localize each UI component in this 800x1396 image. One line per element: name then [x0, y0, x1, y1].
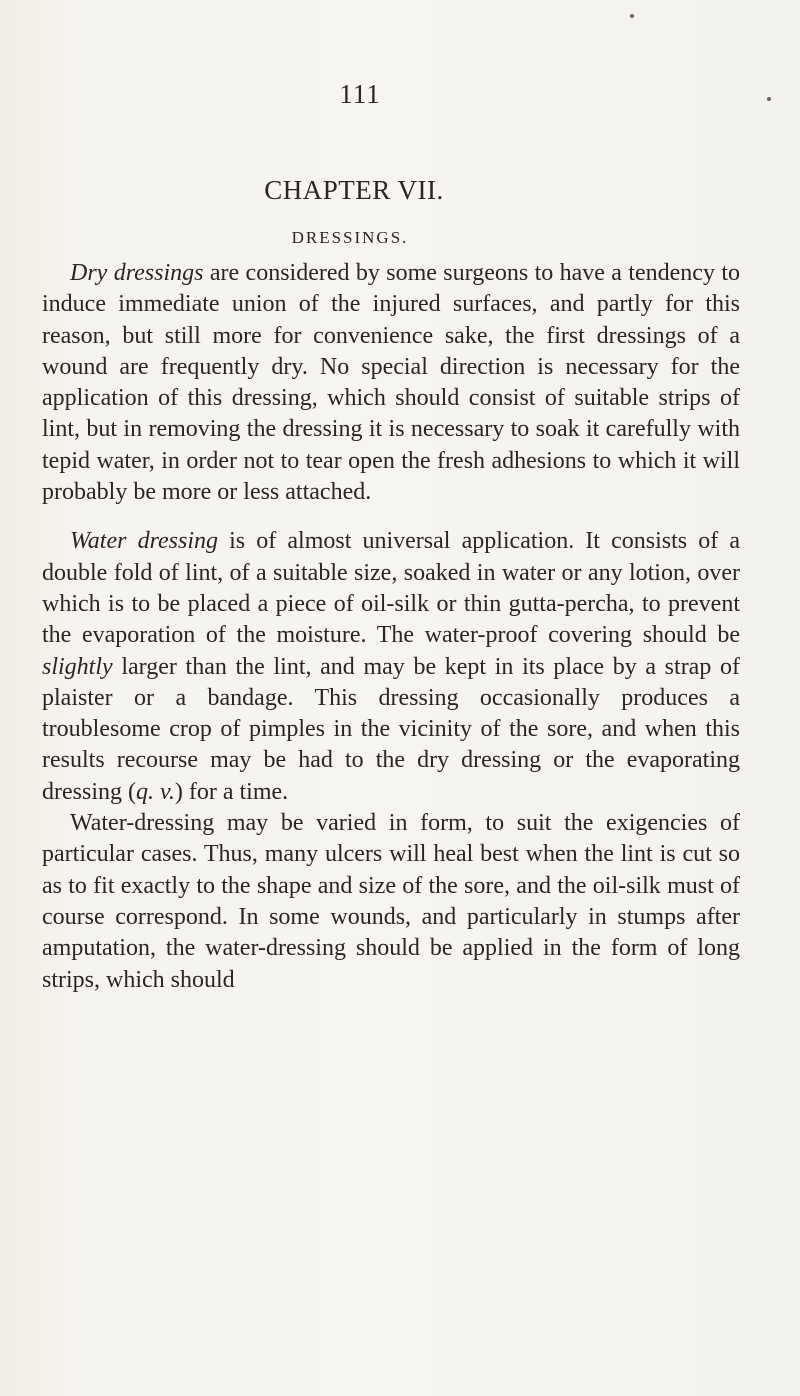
section-title: DRESSINGS.: [291, 228, 409, 247]
paragraph-water-dressing-varied: [42, 808, 740, 996]
term-dry-dressings: Dry dressings: [70, 260, 204, 286]
margin-speck-1: [630, 14, 634, 18]
paragraph-text: ) for a time.: [174, 778, 289, 805]
paragraph-water-dressing: [42, 526, 740, 808]
term-water-dressing: Water dressing: [70, 528, 219, 555]
emphasis-slightly: slightly: [42, 653, 113, 680]
paragraph-text: is of almost universal application. It consists of a double fold of lint, of a suitable size, soaked in water or any lotion, over which is to be placed a piece of oil-silk or thin gutta-percha, to prevent the evaporation of the moisture. The water-proof covering should be: [42, 528, 740, 649]
page-number: 111: [339, 79, 381, 109]
margin-speck-2: [767, 97, 771, 101]
paragraph-text: larger than the lint, and may be kept in its place by a strap of plaister or a bandage. This dressing occasionally produces a troublesome crop of pimples in the vicinity of the sore, and when this results recourse may be had to the dry dressing or the evaporating dressing (: [42, 653, 740, 805]
chapter-title: CHAPTER VII.: [264, 175, 444, 205]
paragraph-text: Water-dressing may be varied in form, to suit the exigencies of particular cases. Thus, many ulcers will heal best when the lint is cut so as to fit exactly to the shape and size of the sore, and the oil-silk must of course correspond. In some wounds, and particularly in stumps after amputation, the water-dressing should be applied in the form of long strips, which should: [42, 810, 740, 993]
body-text: [42, 258, 740, 996]
paragraph-text: are considered by some surgeons to have a tendency to induce immediate union of the injured surfaces, and partly for this reason, but still more for convenience sake, the first dressings of a wound are frequently dry. No special direction is necessary for the application of this dressing, which should consist of suitable strips of lint, but in removing the dressing it is necessary to soak it carefully with tepid water, in order not to tear open the fresh adhesions to which it will probably be more or less attached.: [42, 260, 740, 506]
cross-reference: q. v.: [135, 778, 175, 805]
paragraph-dry-dressings: [42, 258, 740, 508]
